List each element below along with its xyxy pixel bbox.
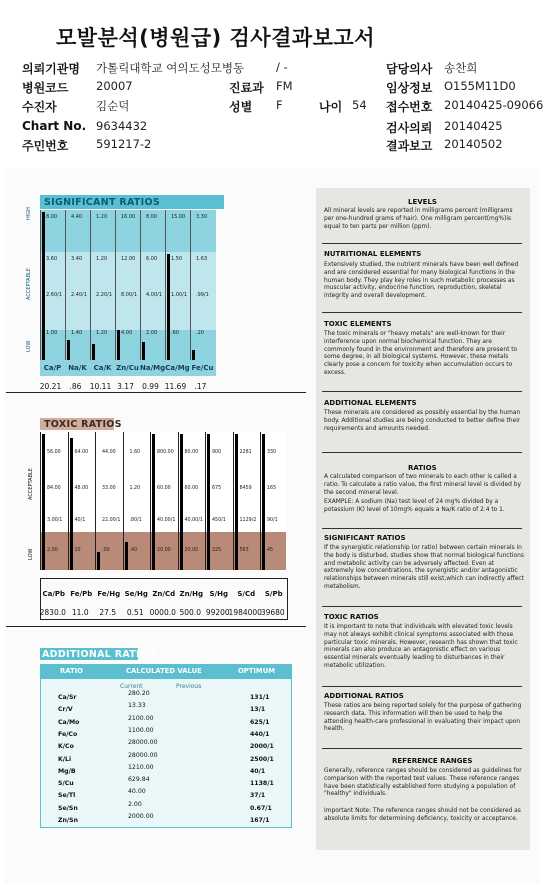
significant-column-value: 20.21	[39, 382, 62, 391]
additional-ratio-name: S/Cu	[58, 780, 74, 788]
notes-toxic-heading: TOXIC ELEMENTS	[324, 320, 392, 328]
toxic-tick-label: 60.00	[184, 486, 199, 491]
toxic-value-bar	[42, 434, 45, 570]
clinical-value: O155M11D0	[444, 79, 516, 93]
significant-tick-label: 2.60/1	[46, 292, 62, 298]
toxic-value-bar	[97, 552, 100, 570]
toxic-column-name: Zn/Hg	[179, 590, 203, 598]
toxic-tick-label: 22.00/1	[102, 518, 121, 523]
additional-current-value: 1210.00	[128, 763, 154, 771]
significant-tick-label: .60	[171, 330, 179, 336]
notes-divider-5	[322, 528, 522, 529]
toxic-tick-label: 80.00	[184, 450, 199, 455]
additional-col-calc: CALCULATED VALUE	[126, 667, 202, 675]
age-value: 54	[352, 98, 367, 112]
hospital-code-value: 20007	[96, 79, 133, 93]
significant-tick-label: 1.20	[96, 256, 108, 262]
toxic-tick-label: 563	[239, 548, 249, 553]
significant-column-name: Na/Mg	[140, 364, 166, 372]
toxic-value-bar	[70, 438, 73, 570]
notes-divider-4	[322, 452, 522, 453]
notes-divider-3	[322, 391, 522, 392]
toxic-tick-label: 2.00	[47, 548, 58, 553]
additional-current-value: 280.20	[128, 690, 150, 697]
clinical-label: 임상정보	[386, 81, 433, 95]
additional-optimum-value: 13/1	[250, 706, 266, 714]
significant-column-name: Ca/K	[93, 364, 112, 372]
toxic-tick-label: 1.60	[129, 450, 141, 455]
toxic-tick-label: 64.00	[74, 450, 89, 455]
additional-sub-previous: Previous	[176, 683, 202, 690]
additional-optimum-value: 0.67/1	[250, 804, 272, 812]
toxic-tick-label: 90/1	[267, 518, 278, 523]
significant-value-bar	[92, 344, 95, 360]
significant-tick-label: 1.00/1	[171, 292, 187, 298]
toxic-tick-label: 450/1	[212, 518, 226, 523]
toxic-value-bar	[207, 434, 210, 570]
resident-label: 주민번호	[22, 139, 69, 153]
significant-column-value: .86	[69, 382, 82, 391]
age-label: 나이	[319, 100, 343, 114]
notes-tox-text: It is important to note that individuals with elevated toxic levels may not always exhibit clinical symptoms associated with those particular toxic minerals. However, research has shown that toxic minerals can also produce an antagonistic effect on various essential minerals eventually leading to disturbances in their metabolic utilization.	[324, 624, 518, 669]
toxic-title: TOXIC RATIOS	[44, 419, 122, 430]
additional-ratio-name: Se/Sn	[58, 804, 78, 812]
toxic-column-name: S/Pb	[264, 590, 283, 598]
toxic-tick-label: 44.00	[102, 450, 116, 455]
notes-addr-heading: ADDITIONAL RATIOS	[324, 692, 404, 700]
additional-ratio-name: Zn/Sn	[58, 817, 79, 824]
toxic-column-name: Se/Hg	[124, 590, 148, 598]
notes-ref-text: Generally, reference ranges should be considered as guidelines for comparison with the reported test values. These reference ranges have been statistically established form studying a population of "healthy" individuals.	[324, 768, 522, 798]
toxic-column-value: 0.51	[126, 608, 144, 617]
additional-current-value: 28000.00	[128, 739, 158, 747]
toxic-column-name: Fe/Pb	[70, 590, 93, 598]
significant-column-name: Ca/Mg	[165, 364, 190, 372]
dept-value: FM	[276, 79, 293, 93]
notes-important-text: Important Note: The reference ranges should not be considered as absolute limits for determining deficiency, toxicity or acceptance.	[324, 808, 521, 822]
examinee-value: 김순덕	[96, 99, 130, 113]
doctor-label: 담당의사	[386, 62, 433, 76]
notes-ratios-heading: RATIOS	[408, 464, 437, 472]
notes-panel	[316, 188, 530, 850]
toxic-side-low: LOW	[28, 548, 34, 560]
toxic-rule	[6, 626, 306, 627]
significant-column	[140, 210, 165, 360]
significant-tick-label: 8.00/1	[121, 292, 137, 298]
additional-current-value: 2.00	[128, 800, 142, 808]
toxic-column-name: Ca/Pb	[42, 590, 66, 598]
additional-current-value: 40.00	[128, 788, 146, 796]
receipt-label: 접수번호	[386, 100, 433, 114]
toxic-column-name: Fe/Hg	[97, 590, 121, 598]
significant-tick-label: .20	[196, 330, 204, 336]
toxic-tick-label: 40.00/1	[184, 518, 203, 523]
institution-label: 의뢰기관명	[22, 62, 80, 76]
notes-additional-text: These minerals are considered as possibly essential by the human body. Additional studies are being conducted to better define their requirements and amounts needed.	[324, 410, 521, 432]
toxic-tick-label: 675	[212, 486, 222, 491]
additional-ratio-name: Cr/V	[58, 706, 73, 714]
toxic-value-bar	[125, 542, 128, 570]
significant-column-value: 0.99	[142, 382, 159, 391]
significant-column-name: Fe/Cu	[191, 364, 214, 372]
significant-column-value: 3.17	[117, 382, 134, 391]
additional-optimum-value: 1138/1	[250, 780, 274, 788]
notes-divider-8	[322, 748, 522, 749]
toxic-column-value: 0000.0	[149, 608, 176, 617]
toxic-tick-label: 3.00/1	[47, 518, 63, 523]
doctor-value: 송찬희	[444, 61, 478, 75]
significant-tick-label: 15.00	[171, 214, 186, 220]
significant-value-bar	[67, 340, 70, 360]
significant-tick-label: 1.00	[46, 330, 58, 336]
significant-value-bar	[192, 350, 195, 360]
additional-col-ratio: RATIO	[60, 667, 83, 675]
toxic-value-bar	[262, 434, 265, 570]
toxic-tick-label: 33.00	[102, 486, 116, 491]
significant-column-value: 10.11	[89, 382, 112, 391]
notes-ref-heading: REFERENCE RANGES	[392, 757, 473, 765]
additional-col-opt: OPTIMUM	[238, 667, 275, 675]
toxic-tick-label: 45	[267, 548, 274, 553]
significant-tick-label: 4.00	[121, 330, 133, 336]
toxic-tick-label: 48.00	[74, 486, 89, 491]
significant-tick-label: 8.00	[146, 214, 158, 220]
significant-column	[190, 210, 215, 360]
additional-ratio-name: K/Li	[58, 755, 72, 763]
toxic-tick-label: 20.00	[184, 548, 199, 553]
notes-divider-7	[322, 686, 522, 687]
toxic-column-value: 39680	[260, 608, 285, 617]
toxic-column-name: S/Cd	[237, 590, 256, 598]
significant-tick-label: 2.40/1	[71, 292, 87, 298]
additional-ratio-name: Mg/B	[58, 767, 76, 775]
toxic-column-value: 1984000	[228, 608, 262, 617]
toxic-tick-label: 165	[267, 486, 277, 491]
dept-label: 진료과	[229, 81, 264, 95]
toxic-tick-label: 330	[267, 450, 277, 455]
notes-tox-heading: TOXIC RATIOS	[324, 613, 379, 621]
significant-tick-label: 1.63	[196, 256, 208, 262]
significant-side-high: HIGH	[26, 207, 32, 220]
significant-column	[90, 210, 115, 360]
chart-value: 9634432	[96, 119, 148, 133]
significant-column-name: Ca/P	[43, 364, 62, 372]
toxic-tick-label: 40/1	[74, 518, 86, 523]
hospital-code-label: 병원코드	[22, 81, 69, 95]
additional-sub-current: Current	[120, 683, 143, 690]
significant-tick-label: 1.20	[96, 330, 108, 336]
significant-value-bar	[167, 254, 170, 360]
toxic-tick-label: 84.00	[47, 486, 61, 491]
toxic-column-value: 99200	[205, 608, 230, 617]
notes-levels-heading: LEVELS	[408, 198, 437, 206]
toxic-column-value: 2830.0	[39, 608, 66, 617]
additional-title: ADDITIONAL RATIOS	[42, 649, 156, 660]
toxic-column-name: Zn/Cd	[152, 590, 176, 598]
significant-column-name: Zn/Cu	[116, 364, 139, 372]
report-title: 모발분석(병원급) 검사결과보고서	[56, 26, 376, 50]
additional-ratio-name: K/Co	[58, 743, 74, 751]
significant-tick-label: 1.20	[96, 214, 108, 220]
chart-label: Chart No.	[22, 119, 87, 133]
toxic-value-bar	[152, 434, 155, 570]
examinee-label: 수진자	[22, 100, 57, 114]
toxic-tick-label: 900	[212, 450, 222, 455]
notes-ratios-example: EXAMPLE: A sodium (Na) test level of 24 mg% divided by a potassium (K) level of 10mg% equals a Na/K ratio of 2.4 to 1.	[324, 499, 505, 513]
additional-current-value: 629.84	[128, 776, 150, 784]
toxic-side-acceptable: ACCEPTABLE	[28, 468, 34, 500]
toxic-tick-label: .00	[102, 548, 110, 553]
toxic-tick-label: 20	[74, 548, 81, 553]
significant-value-bar	[42, 212, 45, 360]
toxic-tick-label: 8459	[239, 486, 252, 491]
toxic-column-value: 27.5	[99, 608, 117, 617]
additional-current-value: 2100.00	[128, 714, 154, 722]
additional-optimum-value: 440/1	[250, 730, 270, 738]
institution-slash: / -	[276, 60, 288, 74]
report-value: 20140502	[444, 137, 503, 151]
additional-optimum-value: 2000/1	[250, 743, 274, 751]
toxic-tick-label: 1129/2	[239, 518, 257, 523]
notes-sig-text: If the synergistic relationship (or ratio) between certain minerals in the body is disturbed, studies show that normal biological functions and metabolic activity can be adversely affected. Even at extremely low concentrations, the synergistic and/or antagonistic relationships between minerals still exist,which can indirectly affect metabolism.	[324, 545, 524, 590]
significant-value-bar	[117, 330, 120, 360]
additional-optimum-value: 131/1	[250, 694, 270, 701]
notes-ratios-text: A calculated comparison of two minerals to each other is called a ratio. To calculate a ratio value, the first mineral level is divided by the second mineral level.	[324, 474, 521, 496]
request-label: 검사의뢰	[386, 121, 433, 135]
significant-tick-label: 4.40	[71, 214, 83, 220]
request-value: 20140425	[444, 119, 503, 133]
additional-optimum-value: 37/1	[250, 792, 266, 800]
additional-ratio-name: Fe/Co	[58, 730, 78, 738]
significant-title: SIGNIFICANT RATIOS	[44, 197, 161, 208]
significant-column-name: Na/K	[68, 364, 87, 372]
additional-ratio-name: Se/Tl	[58, 792, 76, 800]
additional-current-value: 1100.00	[128, 726, 154, 734]
significant-tick-label: 3.40	[71, 256, 83, 262]
additional-ratio-name: Ca/Mo	[58, 718, 80, 726]
notes-addr-text: These ratios are being reported solely for the purpose of gathering research data. This information will then be used to help the attending health-care professional in evaluating their impact upon health.	[324, 703, 522, 733]
toxic-tick-label: 800.00	[157, 450, 174, 455]
toxic-tick-label: 60.00	[157, 486, 171, 491]
sex-value: F	[276, 98, 283, 112]
notes-divider-2	[322, 312, 522, 313]
toxic-value-bar	[180, 434, 183, 570]
additional-optimum-value: 625/1	[250, 718, 270, 726]
significant-column-value: .17	[194, 382, 207, 391]
significant-tick-label: 2.00	[146, 330, 158, 336]
significant-side-low: LOW	[26, 340, 32, 352]
additional-current-value: 13.33	[128, 702, 146, 710]
toxic-column-value: 500.0	[179, 608, 201, 617]
significant-rule	[6, 392, 306, 393]
significant-tick-label: 4.00/1	[146, 292, 162, 298]
notes-sig-heading: SIGNIFICANT RATIOS	[324, 534, 406, 542]
significant-tick-label: 2.20/1	[96, 292, 112, 298]
notes-divider-1	[322, 243, 522, 244]
report-label: 결과보고	[386, 139, 433, 153]
significant-tick-label: 8.00	[46, 214, 58, 220]
notes-additional-heading: ADDITIONAL ELEMENTS	[324, 399, 417, 407]
significant-side-acceptable: ACCEPTABLE	[26, 268, 32, 300]
toxic-tick-label: 225	[212, 548, 222, 553]
toxic-tick-label: .40	[129, 548, 138, 553]
significant-tick-label: 16.00	[121, 214, 136, 220]
additional-current-value: 28000.00	[128, 751, 158, 759]
significant-column-value: 11.69	[164, 382, 187, 391]
notes-nutritional-heading: NUTRITIONAL ELEMENTS	[324, 250, 422, 258]
receipt-value: 20140425-09066	[444, 98, 544, 112]
resident-value: 591217-2	[96, 137, 152, 151]
sex-label: 성별	[229, 100, 253, 114]
notes-toxic-text: The toxic minerals or "heavy metals" are well-known for their interference upon normal biochemical function. They are commonly found in the environment and therefore are present to some degree, in all biological systems. However, these metals clearly pose a concern for toxicity when accumulation occurs to excess.	[324, 331, 518, 376]
toxic-tick-label: 2281	[239, 450, 252, 455]
toxic-column-value: 11.0	[71, 608, 89, 617]
significant-column	[65, 210, 90, 360]
toxic-value-bar	[235, 434, 238, 570]
additional-optimum-value: 2500/1	[250, 755, 274, 763]
toxic-tick-label: 56.00	[47, 450, 61, 455]
toxic-column-name: S/Hg	[209, 590, 228, 598]
additional-ratio-name: Ca/Sr	[58, 694, 77, 701]
toxic-tick-label: 1.20	[129, 486, 141, 491]
additional-optimum-value: 167/1	[250, 817, 270, 824]
significant-tick-label: 3.30	[196, 214, 208, 220]
notes-levels-text: All mineral levels are reported in milligrams percent (milligrams per one-hundred grams of hair). One milligram percent(mg%)is equal to ten parts per million (ppm).	[324, 208, 513, 230]
toxic-tick-label: 20.00	[157, 548, 171, 553]
significant-tick-label: 3.60	[46, 256, 58, 262]
significant-tick-label: 12.00	[121, 256, 136, 262]
notes-nutritional-text: Extensively studied, the nutrient minerals have been well defined and are considered essential for many biological functions in the human body. They play key roles in such metabolic processes as muscular activity, endocrine function, reproduction, skeletal integrity and overall development.	[324, 262, 519, 300]
significant-value-bar	[142, 342, 145, 360]
significant-tick-label: 1.40	[71, 330, 83, 336]
additional-current-value: 2000.00	[128, 813, 154, 820]
notes-divider-6	[322, 606, 522, 607]
institution-value: 가톨릭대학교 여의도성모병동	[96, 61, 245, 75]
significant-tick-label: 6.00	[146, 256, 158, 262]
toxic-tick-label: .80/1	[129, 518, 142, 523]
significant-tick-label: .99/1	[196, 292, 209, 298]
additional-optimum-value: 40/1	[250, 767, 266, 775]
toxic-tick-label: 40.00/1	[157, 518, 176, 523]
significant-tick-label: 1.50	[171, 256, 183, 262]
